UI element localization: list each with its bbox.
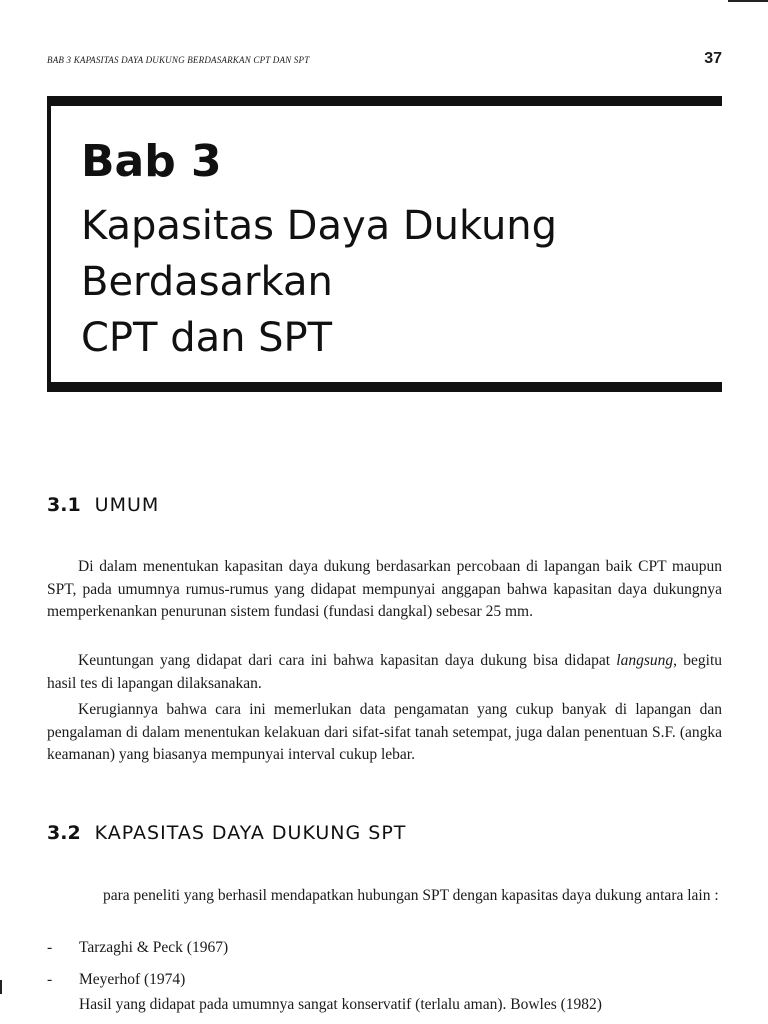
list-item [47, 937, 722, 960]
paragraph-continuation: Hasil yang didapat pada umumnya sangat konservatif (terlalu aman). Bowles (1982) [79, 996, 602, 1013]
list-item-text: Tarzaghi & Peck (1967) [79, 939, 229, 956]
section-number: 3.2 [47, 822, 81, 844]
paragraph-1: Di dalam menentukan kapasitan daya dukung berdasarkan percobaan di lapangan baik CPT maupun SPT, pada umumnya rumus-rumus yang didapat mempunyai anggapan bahwa kapasitan daya dukungnya memperkenankan penurunan sistem fundasi (fundasi dangkal) sebesar 25 mm. [47, 558, 722, 620]
chapter-title-line-3: CPT dan SPT [81, 315, 333, 361]
scan-edge-mark [728, 0, 768, 2]
running-title: BAB 3 KAPASITAS DAYA DUKUNG BERDASARKAN CPT DAN SPT [47, 55, 310, 65]
paragraph-2 [47, 650, 722, 695]
paragraph-intro: para peneliti yang berhasil mendapatkan hubungan SPT dengan kapasitas daya dukung antara lain : [103, 887, 719, 904]
researcher-list [47, 937, 722, 1000]
section-heading-3-2 [47, 822, 406, 844]
scan-edge-mark [0, 980, 2, 994]
chapter-title-line-1: Kapasitas Daya Dukung [81, 203, 558, 249]
list-dash: - [47, 939, 53, 956]
list-item [47, 969, 722, 992]
list-item-text: Meyerhof (1974) [79, 970, 186, 988]
chapter-title [81, 198, 711, 366]
section-title: UMUM [94, 494, 160, 516]
running-header [47, 50, 722, 68]
section-title: KAPASITAS DAYA DUKUNG SPT [94, 822, 407, 844]
paragraph-2-italic: langsung [616, 652, 674, 669]
list-dash: - [47, 970, 53, 988]
chapter-number: Bab 3 [81, 136, 222, 187]
section-heading-3-1 [47, 494, 159, 516]
paragraph-2-text-a: Keuntungan yang didapat dari cara ini bahwa kapasitan daya dukung bisa didapat [78, 652, 617, 669]
page-number: 37 [704, 50, 722, 67]
section-number: 3.1 [47, 494, 81, 516]
chapter-title-line-2: Berdasarkan [81, 259, 333, 305]
paragraph-2-text-b: , begitu hasil tes di lapangan dilaksanakan. [47, 652, 723, 692]
chapter-title-box [47, 96, 722, 392]
paragraph-3: Kerugiannya bahwa cara ini memerlukan data pengamatan yang cukup banyak di lapangan dan pengalaman di dalam menentukan kelakuan dari sifat-sifat tanah setempat, juga dalan penentuan S.F. (angka keamanan) yang biasanya mempunyai interval cukup lebar. [47, 701, 722, 763]
